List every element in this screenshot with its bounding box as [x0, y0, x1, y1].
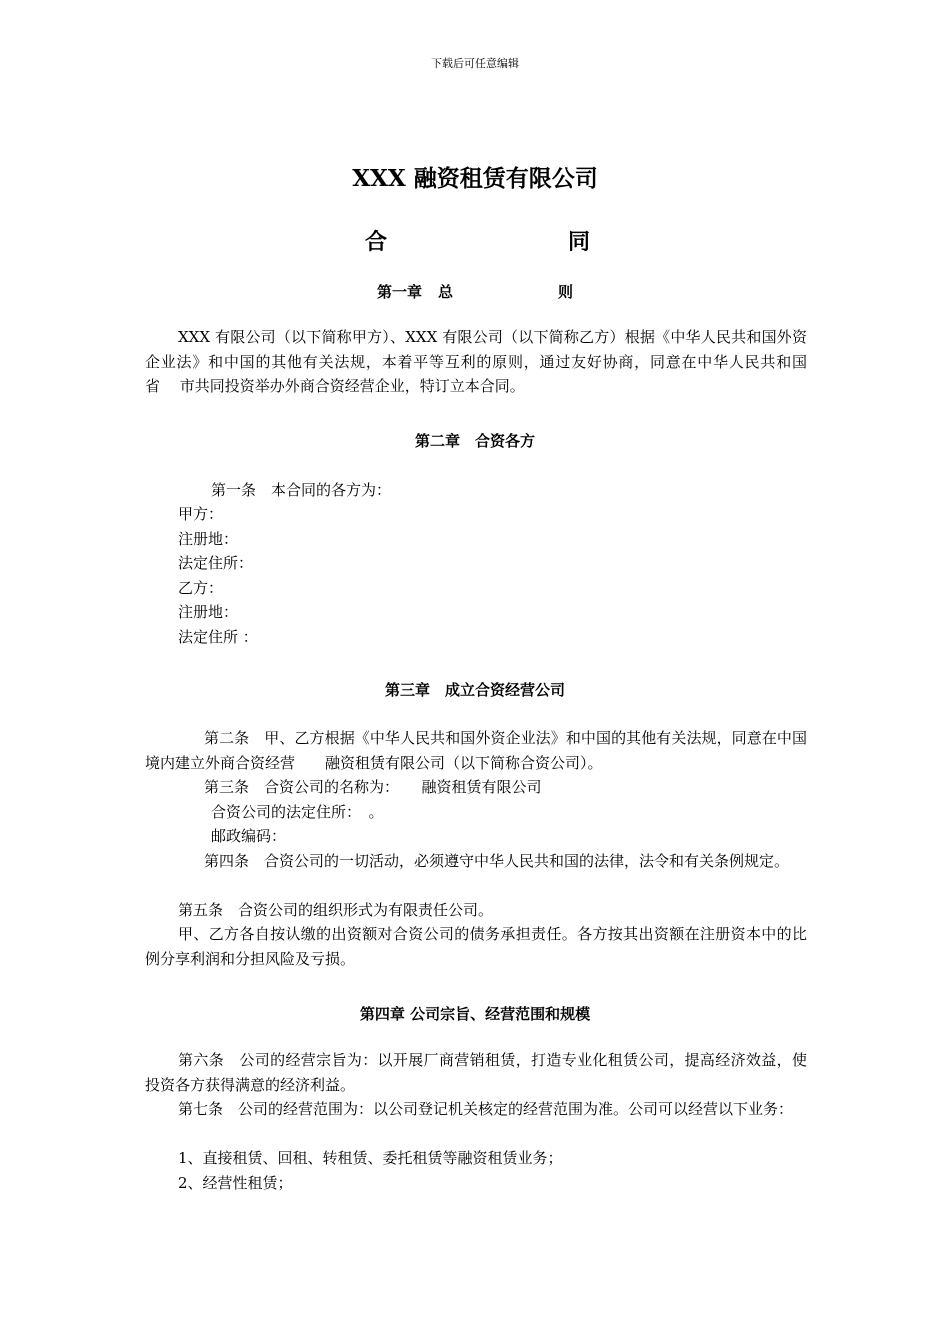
party-b-registration: 注册地：: [178, 603, 239, 621]
article-5-paragraph: 甲、乙方各自按认缴的出资额对合资公司的债务承担责任。各方按其出资额在注册资本中的比例分享利润和分担风险及亏损。: [145, 925, 807, 968]
party-a-registration: 注册地：: [178, 530, 239, 548]
article-6: 第六条 公司的经营宗旨为：以开展厂商营销租赁，打造专业化租赁公司，提高经济效益，使投资各方获得满意的经济利益。: [145, 1051, 807, 1094]
postal-code: 邮政编码：: [211, 827, 287, 845]
article-7: 第七条 公司的经营范围为：以公司登记机关核定的经营范围为准。公司可以经营以下业务：: [178, 1100, 794, 1118]
chapter-1-right: 则: [558, 283, 574, 301]
business-item-1: 1、直接租赁、回租、转租赁、委托租赁等融资租赁业务；: [178, 1149, 563, 1167]
chapter-1-left: 总: [437, 283, 453, 301]
chapter-1-paragraph: XXX 有限公司（以下简称甲方）、XXX 有限公司（以下简称乙方）根据《中华人民共和国外资企业法》和中国的其他有关法规，本着平等互利的原则，通过友好协商，同意在中华人民共和国 省 市共同投资举办外商合资经营企业，特订立本合同。: [145, 328, 838, 395]
chapter-1-prefix: 第一章: [376, 283, 422, 301]
chapter-1-heading: [0, 281, 950, 302]
party-b-address: 法定住所 ：: [178, 628, 258, 646]
party-a: 甲方：: [178, 505, 224, 523]
article-1: 第一条 本合同的各方为：: [211, 481, 392, 499]
company-address: 合资公司的法定住所： 。: [211, 803, 384, 821]
document-title: XXX 融资租赁有限公司: [352, 165, 598, 192]
article-2: 第二条 甲、乙方根据《中华人民共和国外资企业法》和中国的其他有关法规，同意在中国境内建立外商合资经营 融资租赁有限公司（以下简称合资公司）。: [145, 729, 807, 772]
article-5: 第五条 合资公司的组织形式为有限责任公司。: [178, 901, 494, 919]
article-4: 第四条 合资公司的一切活动，必须遵守中华人民共和国的法律，法令和有关条例规定。: [204, 852, 790, 870]
header-note: 下载后可任意编辑: [431, 57, 519, 70]
chapter-3-heading: 第三章 成立合资经营公司: [384, 681, 565, 699]
chapter-2-heading: 第二章 合资各方: [414, 432, 535, 450]
article-3: 第三条 合资公司的名称为： 融资租赁有限公司: [204, 778, 542, 796]
subtitle-right: 同: [567, 229, 590, 255]
party-a-address: 法定住所：: [178, 554, 254, 572]
party-b: 乙方：: [178, 579, 224, 597]
business-item-2: 2、经营性租赁；: [178, 1174, 293, 1192]
chapter-4-heading: 第四章 公司宗旨、经营范围和规模: [359, 1005, 591, 1023]
document-subtitle: [365, 225, 590, 256]
subtitle-left: 合: [365, 229, 388, 255]
